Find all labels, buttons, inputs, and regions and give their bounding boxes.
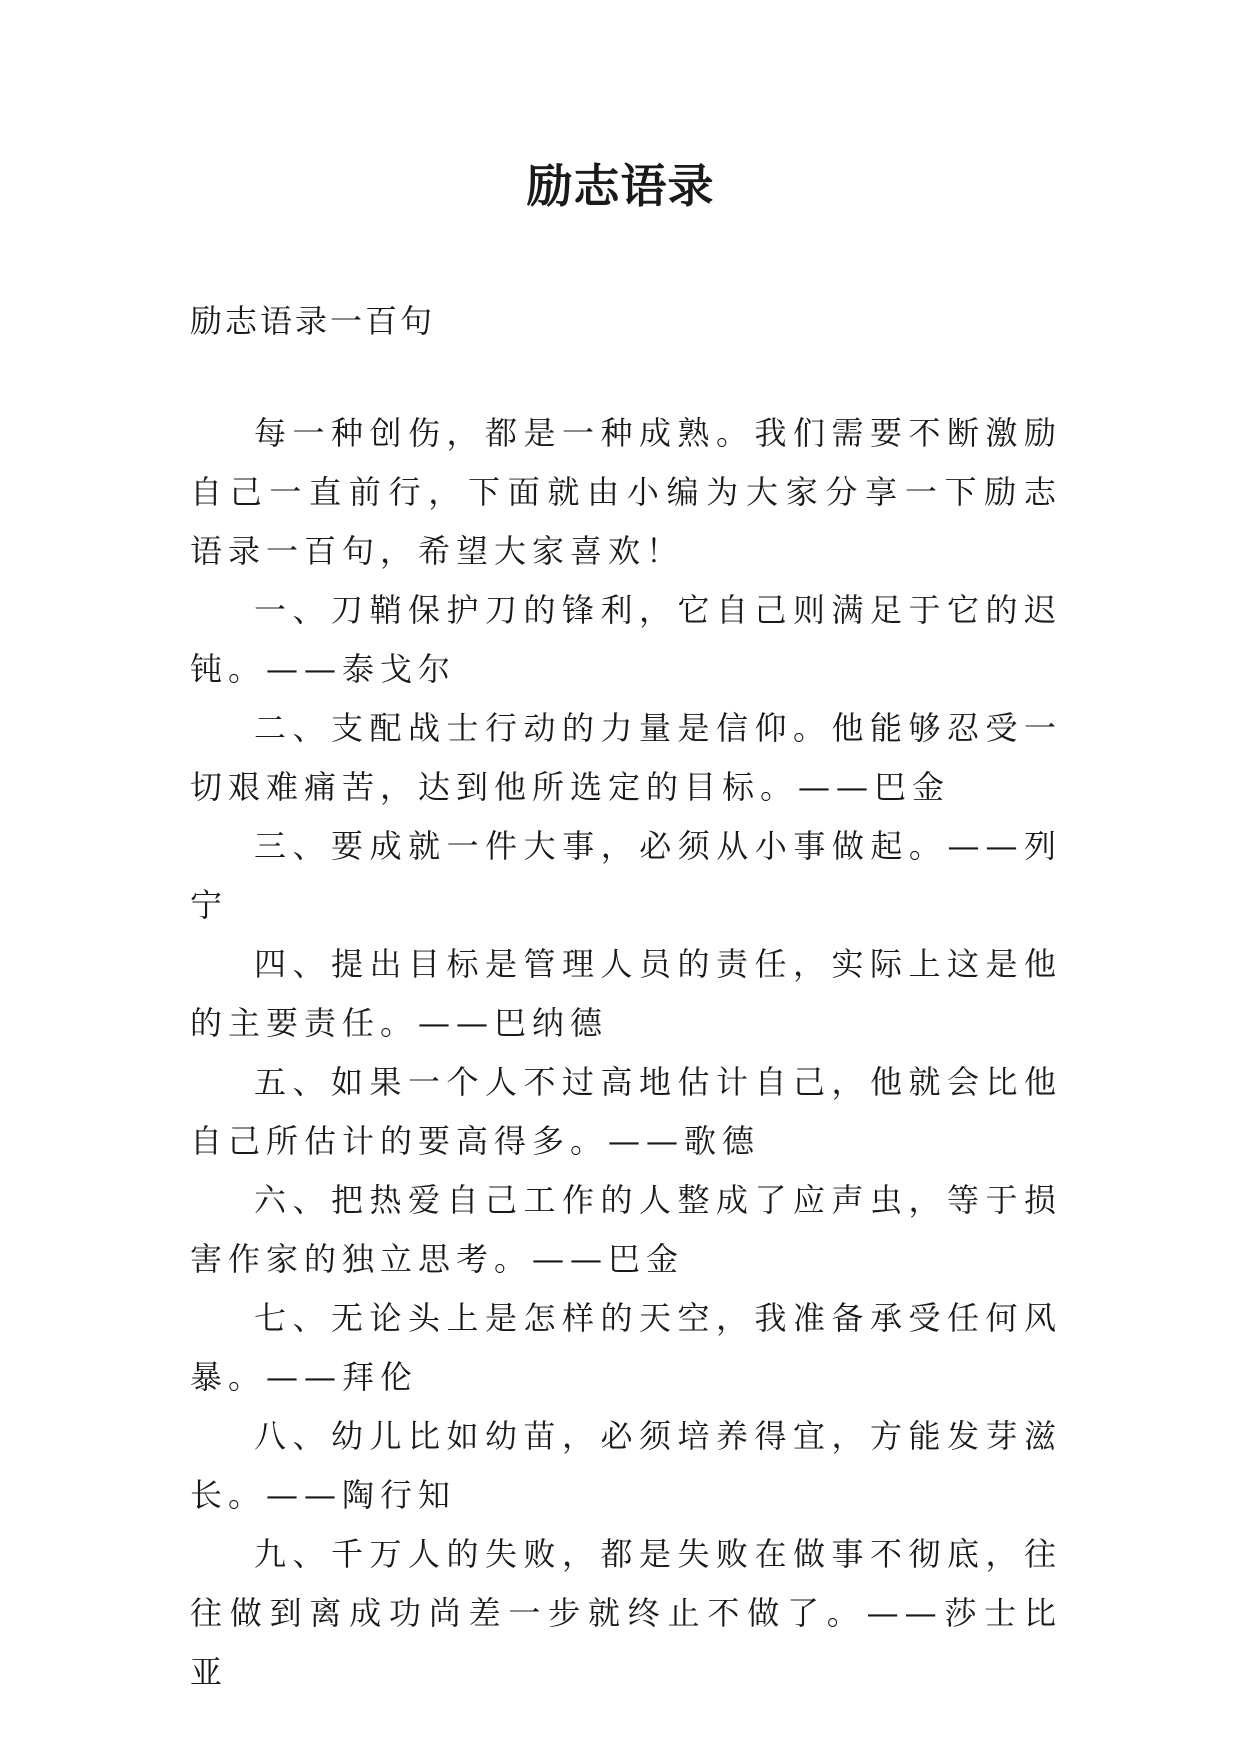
page-title: 励志语录 <box>526 159 715 213</box>
quote-paragraph: 四、提出目标是管理人员的责任，实际上这是他的主要责任。——巴纳德 <box>190 945 1062 1042</box>
document-subtitle: 励志语录一百句 <box>190 302 436 340</box>
quote-paragraph: 一、刀鞘保护刀的锋利，它自己则满足于它的迟钝。——泰戈尔 <box>190 591 1062 688</box>
quote-paragraph: 七、无论头上是怎样的天空，我准备承受任何风暴。——拜伦 <box>190 1299 1062 1396</box>
quote-paragraph: 八、幼儿比如幼苗，必须培养得宜，方能发芽滋长。——陶行知 <box>190 1417 1062 1514</box>
intro-paragraph: 每一种创伤，都是一种成熟。我们需要不断激励自己一直前行，下面就由小编为大家分享一下励志语录一百句，希望大家喜欢！ <box>190 414 1062 570</box>
quote-paragraph: 五、如果一个人不过高地估计自己，他就会比他自己所估计的要高得多。——歌德 <box>190 1063 1062 1160</box>
quote-paragraph: 三、要成就一件大事，必须从小事做起。——列宁 <box>190 827 1062 924</box>
quote-paragraph: 九、千万人的失败，都是失败在做事不彻底，往往做到离成功尚差一步就终止不做了。——莎士比亚 <box>190 1535 1062 1691</box>
document-body <box>190 404 1062 1702</box>
quote-paragraph: 六、把热爱自己工作的人整成了应声虫，等于损害作家的独立思考。——巴金 <box>190 1181 1062 1278</box>
quote-paragraph: 二、支配战士行动的力量是信仰。他能够忍受一切艰难痛苦，达到他所选定的目标。——巴金 <box>190 709 1062 806</box>
